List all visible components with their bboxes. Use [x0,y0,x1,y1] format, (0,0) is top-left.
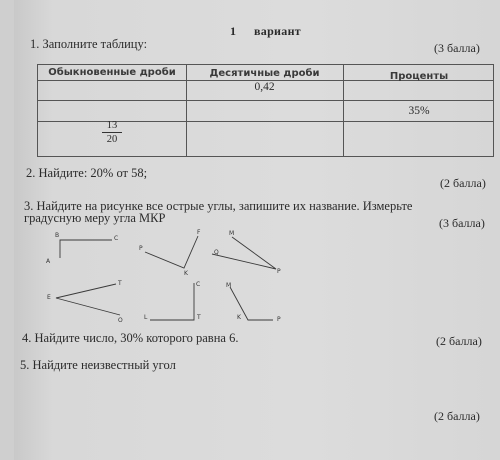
task5-text: 5. Найдите неизвестный угол [20,358,176,372]
label-angle-4-point: E [47,294,51,301]
label-angle-2-point: K [184,270,188,277]
label-angle-4-point: T [118,280,122,287]
angle-PKF [145,236,198,268]
task4-text: 4. Найдите число, 30% которого равна 6. [22,331,239,345]
angle-TEO [56,284,120,315]
label-angle-4-point: O [118,317,123,324]
label-angle-6-point: P [277,316,281,323]
task2-points: (2 балла) [440,176,486,190]
task4-points: (2 балла) [436,334,482,348]
task2-text: 2. Найдите: 20% от 58; [26,166,148,180]
variant-title: вариант [254,24,301,38]
task5-points: (2 балла) [434,409,480,423]
label-angle-1-point: A [46,258,51,265]
label-angle-3-point: Q [214,249,219,256]
task1-points: (3 балла) [434,41,480,55]
fraction-numerator: 13 [106,120,118,131]
label-angle-1-point: B [55,232,60,239]
percent-value: 35% [408,105,430,117]
task3-points: (3 балла) [439,216,485,230]
label-angle-3-point: P [277,268,281,275]
label-angle-6-point: M [226,282,232,289]
angle-MPQ [212,237,276,269]
label-angle-2-point: F [197,229,201,236]
label-angle-1-point: C [114,235,119,242]
label-angle-5-point: L [144,314,148,321]
task3-text-line1: 3. Найдите на рисунке все острые углы, запишите их название. Измерьте [24,199,413,213]
fraction-denominator: 20 [106,134,118,145]
task3-text-line2: градусную меру угла МКР [24,211,166,225]
header-decimal-fractions: Десятичные дроби [209,68,320,79]
angle-CTL [150,283,194,320]
label-angle-2-point: P [139,245,143,252]
label-angle-5-point: T [197,314,201,321]
variant-number: 1 [230,24,237,38]
header-common-fractions: Обыкновенные дроби [48,67,176,78]
header-percents: Проценты [389,71,449,82]
decimal-value: 0,42 [254,81,275,93]
task1-text: 1. Заполните таблицу: [30,37,148,51]
label-angle-6-point: K [237,314,241,321]
angle-B [60,240,112,258]
label-angle-5-point: C [196,281,201,288]
label-angle-3-point: M [229,230,235,237]
